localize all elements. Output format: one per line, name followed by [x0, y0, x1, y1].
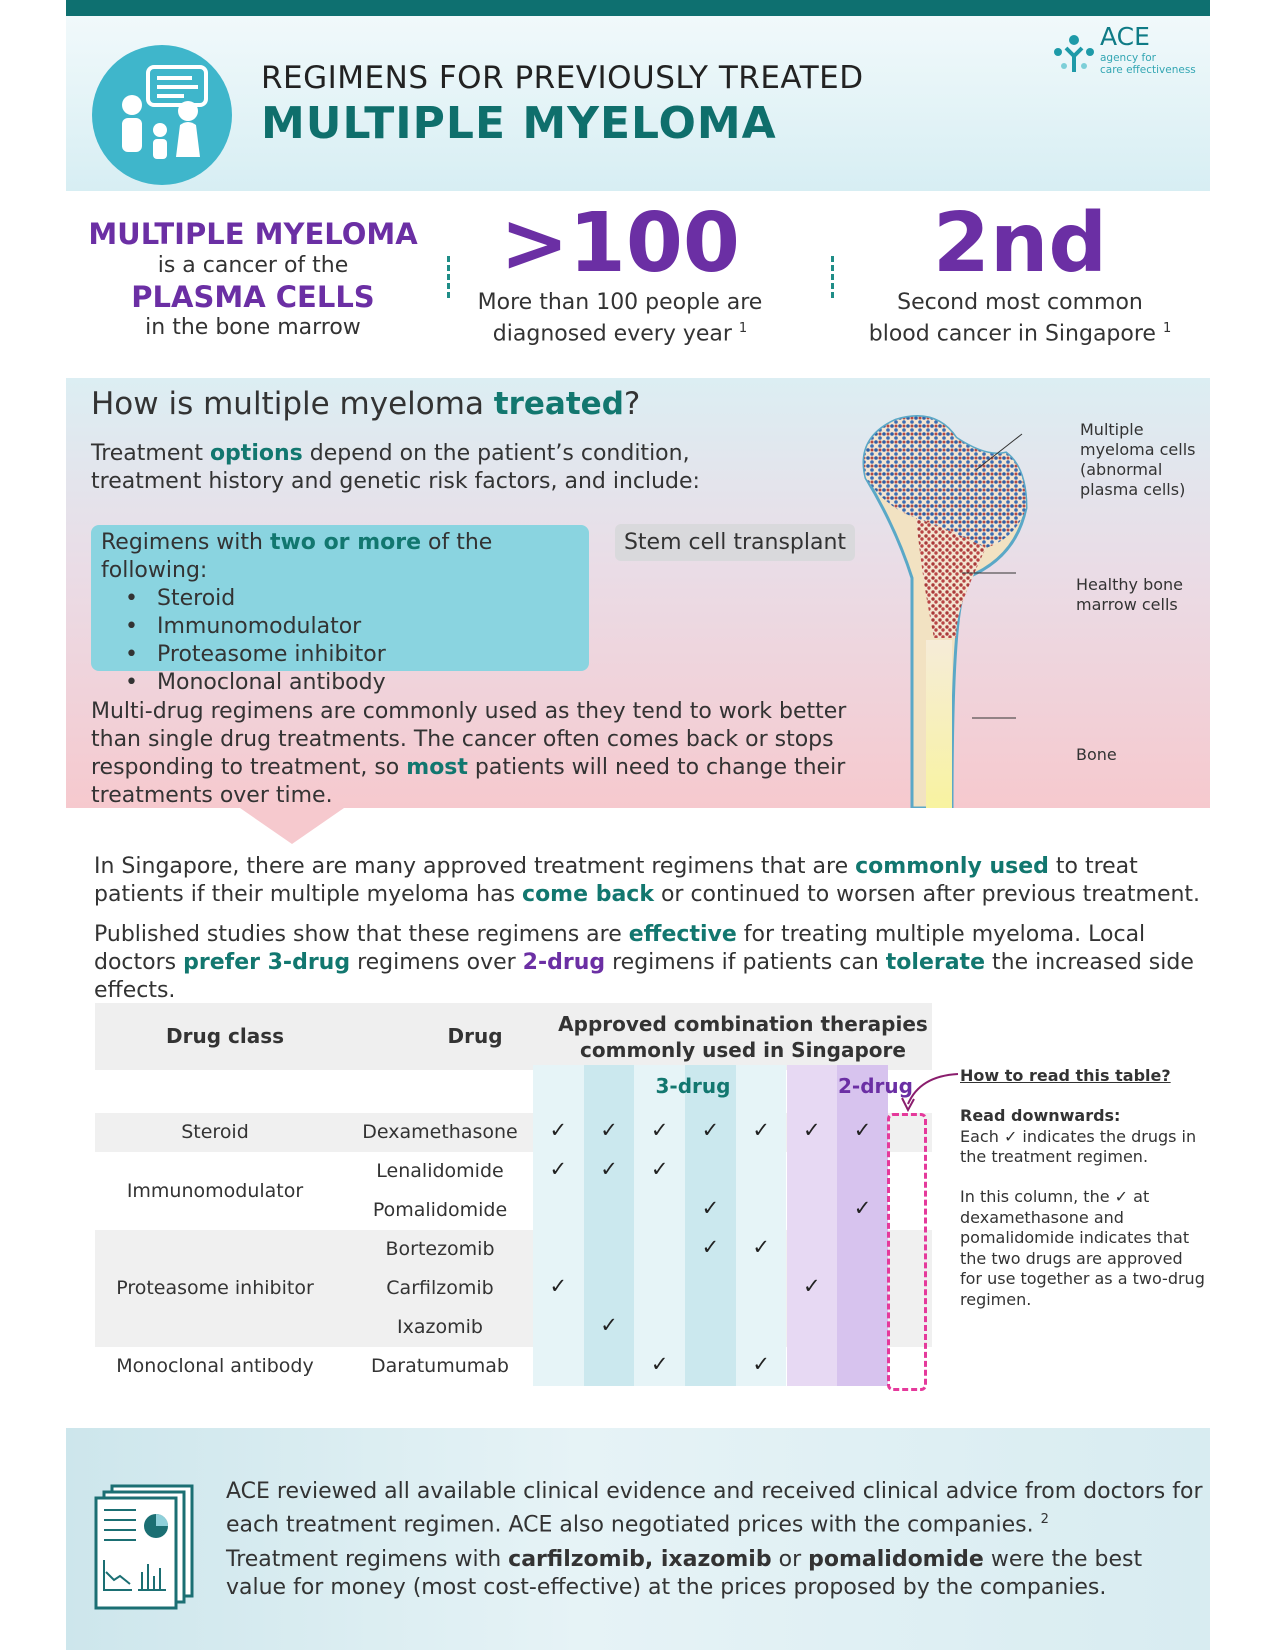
label-2-drug: 2-drug	[838, 1074, 913, 1098]
drug-cell: Carfilzomib	[386, 1277, 494, 1299]
label-healthy-cells: Healthy bone marrow cells	[1076, 575, 1184, 614]
drug-cell: Daratumumab	[371, 1355, 509, 1377]
howto-title: How to read this table?	[960, 1066, 1171, 1085]
list-item: • Immunomodulator	[125, 613, 589, 641]
drug-cell: Pomalidomide	[372, 1199, 508, 1221]
paragraph-effective: Published studies show that these regimens are effective for treating multiple myeloma. Local doctors prefer 3-drug regimens over 2-drug regimens if patients can tolerate the increased side effects.	[94, 922, 1194, 1003]
check-icon: ✓	[549, 1274, 568, 1298]
drug-cell: Dexamethasone	[362, 1121, 518, 1143]
logo-name: ACE	[1100, 22, 1150, 51]
drug-class-cell: Steroid	[181, 1121, 249, 1143]
check-icon: ✓	[752, 1352, 770, 1376]
highlight-2-drug-column	[887, 1113, 927, 1391]
check-icon: ✓	[650, 1118, 669, 1142]
check-icon: ✓	[600, 1313, 618, 1337]
stem-cell-transplant-box: Stem cell transplant	[615, 524, 855, 561]
check-icon: ✓	[752, 1235, 770, 1259]
check-icon: ✓	[701, 1118, 720, 1142]
check-icon: ✓	[701, 1235, 720, 1259]
check-icon: ✓	[549, 1157, 568, 1181]
howto-column-explanation: In this column, the ✓ at dexamethasone and pomalidomide indicates that the two drugs are approved for use together as a two-drug regimen.	[960, 1187, 1205, 1309]
check-icon: ✓	[803, 1118, 821, 1142]
section-pointer	[240, 808, 344, 844]
howto-arrow-icon	[880, 1070, 960, 1116]
top-bar	[66, 0, 1210, 16]
drug-class-cell: Immunomodulator	[126, 1179, 304, 1202]
list-item: • Steroid	[125, 585, 589, 613]
label-bone: Bone	[1076, 745, 1117, 764]
treatment-heading: How is multiple myeloma treated?	[91, 386, 641, 422]
header-drug-class: Drug class	[166, 1024, 284, 1048]
check-icon: ✓	[752, 1118, 770, 1142]
drug-cell: Ixazomib	[397, 1316, 483, 1338]
stat-diagnosed-yearly: >100 More than 100 people are diagnosed every year $^1$	[477, 196, 763, 347]
drug-cell: Lenalidomide	[376, 1160, 504, 1182]
check-icon: ✓	[549, 1118, 568, 1142]
check-icon: ✓	[853, 1118, 872, 1142]
multi-drug-paragraph: Multi-drug regimens are commonly used as they tend to work better than single drug treatments. The cancer often comes back or stops responding to treatment, so most patients will need to change their treatments over time.	[91, 699, 847, 808]
drug-cell: Bortezomib	[385, 1238, 495, 1260]
howto-read-downwards: Read downwards: Each ✓ indicates the drugs in the treatment regimen.	[960, 1106, 1197, 1166]
check-icon: ✓	[600, 1157, 618, 1181]
label-3-drug: 3-drug	[655, 1074, 731, 1098]
check-icon: ✓	[853, 1196, 872, 1220]
divider	[831, 256, 834, 298]
stat-plasma-cells: MULTIPLE MYELOMA is a cancer of the PLASMA CELLS in the bone marrow	[88, 217, 418, 340]
check-icon: ✓	[701, 1196, 720, 1220]
check-icon: ✓	[650, 1352, 669, 1376]
family-speech-bubble-icon	[92, 45, 232, 185]
paragraph-commonly-used: In Singapore, there are many approved treatment regimens that are commonly used to treat patients if their multiple myeloma has come back or continued to worsen after previous treatment.	[94, 854, 1201, 907]
page-title-line1: REGIMENS FOR PREVIOUSLY TREATED	[261, 60, 864, 96]
page-title-line2: MULTIPLE MYELOMA	[261, 98, 777, 149]
drug-class-cell: Proteasome inhibitor	[116, 1277, 314, 1299]
ace-review-paragraph: ACE reviewed all available clinical evidence and received clinical advice from doctors for each treatment regimen. ACE also negotiated prices with the companies. $^2$	[226, 1479, 1203, 1538]
check-icon: ✓	[803, 1274, 821, 1298]
check-icon: ✓	[600, 1118, 618, 1142]
label-myeloma-cells: Multiple myeloma cells (abnormal plasma cells)	[1080, 420, 1196, 499]
cost-effective-paragraph: Treatment regimens with carfilzomib, ixazomib or pomalidomide were the best value for money (most cost-effective) at the prices proposed by the companies.	[226, 1547, 1143, 1600]
check-icon: ✓	[650, 1157, 669, 1181]
stat-second-most-common: 2nd Second most common blood cancer in Singapore $^1$	[868, 196, 1172, 347]
treatment-intro: Treatment options depend on the patient’s condition, treatment history and genetic risk factors, and include:	[91, 441, 700, 494]
header-combinations: Approved combination therapies commonly used in Singapore	[558, 1012, 928, 1062]
logo-tagline: agency for care effectiveness	[1100, 52, 1196, 76]
header-drug: Drug	[447, 1024, 503, 1048]
divider	[447, 256, 450, 298]
list-item: • Proteasome inhibitor	[125, 641, 589, 669]
header-banner	[66, 16, 1210, 191]
regimens-box: Regimens with two or more of the following: • Steroid • Immunomodulator • Proteasome inhibitor • Monoclonal antibody	[91, 525, 589, 671]
drug-class-cell: Monoclonal antibody	[116, 1355, 314, 1377]
report-document-icon	[90, 1480, 200, 1610]
list-item: • Monoclonal antibody	[125, 669, 589, 697]
